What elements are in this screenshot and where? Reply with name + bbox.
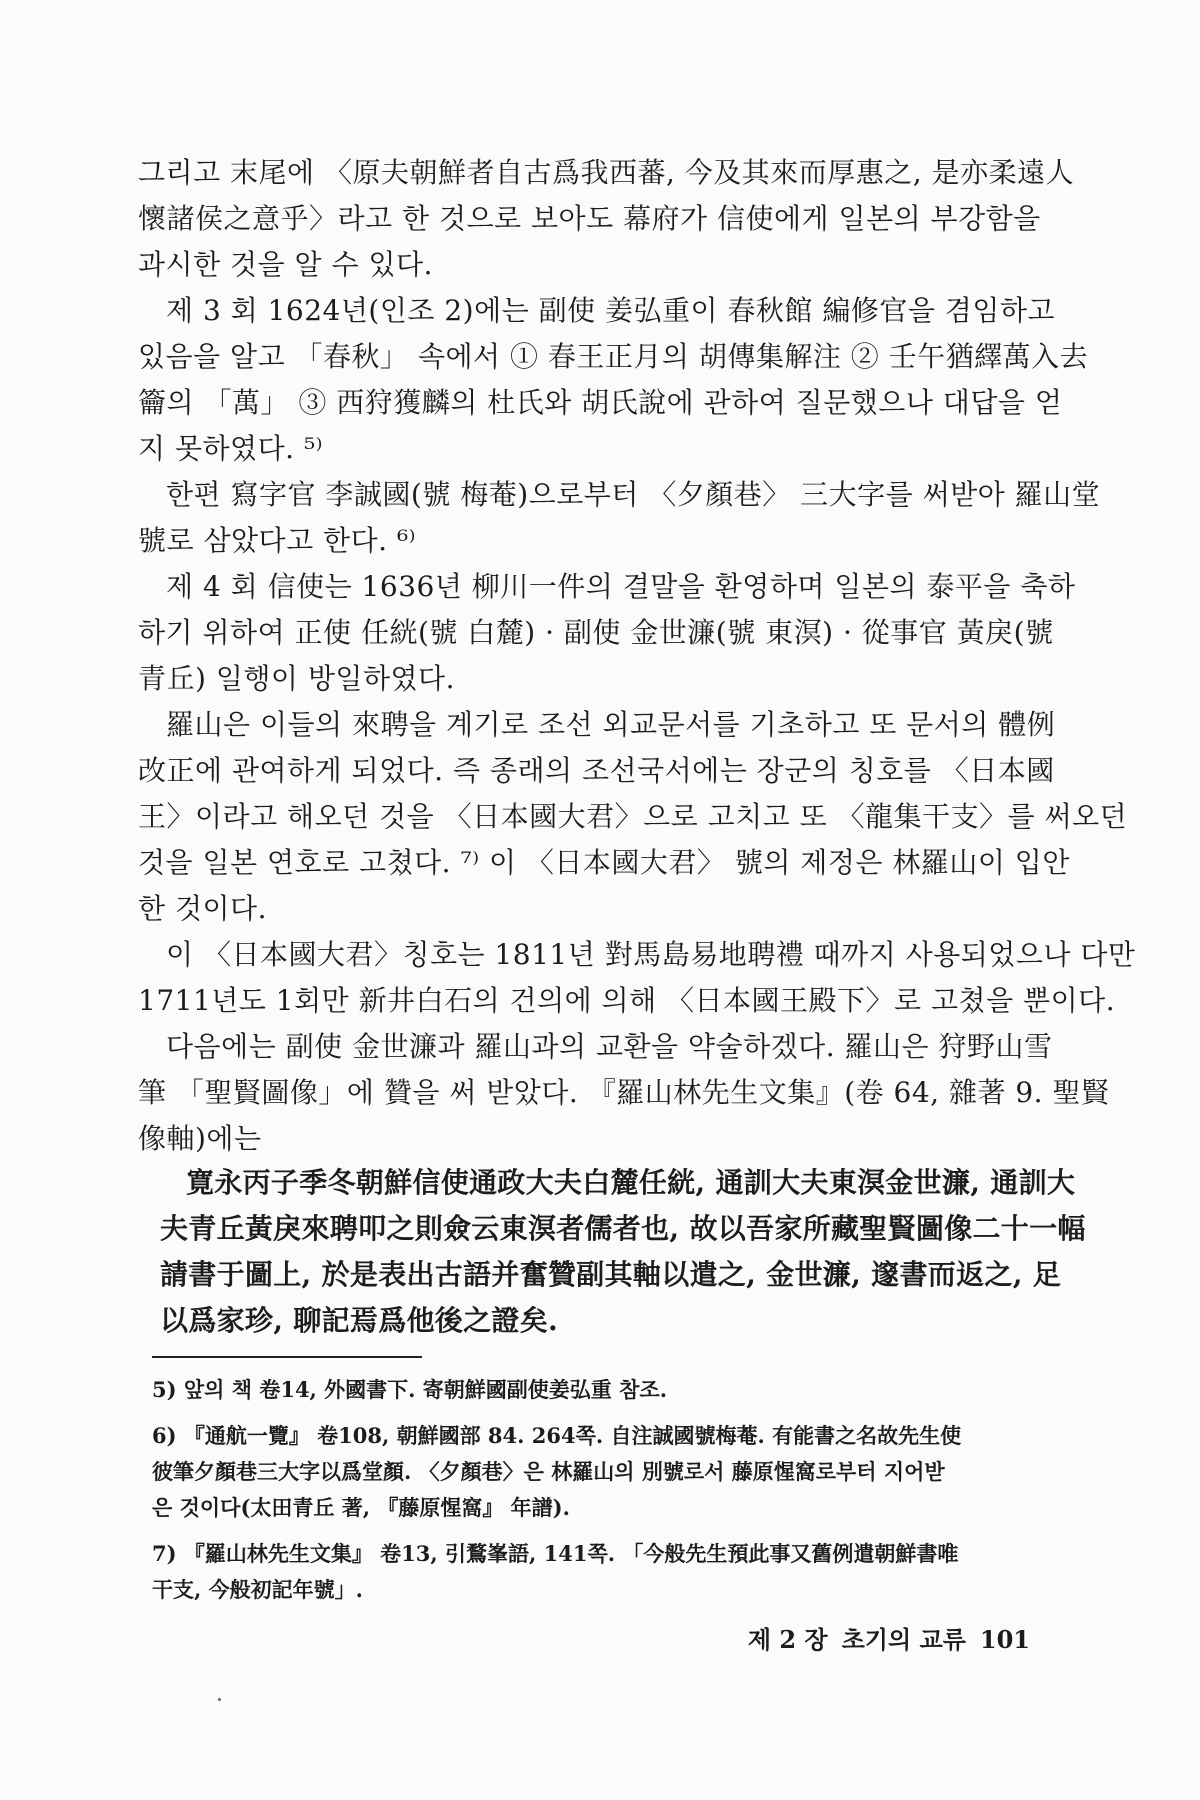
chapter-label: 제 2 장 — [747, 1625, 828, 1654]
footnote-7 — [152, 1536, 1072, 1608]
text-line: 것을 일본 연호로 고쳤다. ⁷⁾ 이 〈日本國大君〉 號의 제정은 林羅山이 입안 — [138, 846, 1070, 879]
text-line: 그리고 末尾에 〈原夫朝鮮者自古爲我西蕃, 今及其來而厚惠之, 是亦柔遠人 — [138, 156, 1075, 189]
text-line: 懷諸侯之意乎〉라고 한 것으로 보아도 幕府가 信使에게 일본의 부강함을 — [138, 202, 1041, 235]
paragraph — [138, 150, 1075, 288]
scan-speck — [218, 1698, 221, 1701]
footnotes — [152, 1372, 1072, 1608]
footnote-line: 5) 앞의 책 卷14, 外國書下. 寄朝鮮國副使姜弘重 참조. — [152, 1377, 667, 1402]
text-line: 像軸)에는 — [138, 1122, 262, 1155]
paragraph — [138, 1024, 1110, 1162]
text-line: 제 4 회 信使는 1636년 柳川一件의 결말을 환영하며 일본의 泰平을 축하 — [166, 570, 1076, 603]
chapter-title: 초기의 교류 — [841, 1625, 966, 1654]
quote-line: 寛永丙子季冬朝鮮信使通政大夫白麓任絖, 通訓大夫東溟金世濂, 通訓大 — [186, 1166, 1076, 1199]
quote-line: 以爲家珍, 聊記焉爲他後之證矣. — [160, 1304, 559, 1337]
footnote-5 — [152, 1372, 1072, 1408]
text-line: 王〉이라고 해오던 것을 〈日本國大君〉으로 고치고 또 〈龍集干支〉를 써오던 — [138, 800, 1128, 833]
paragraph — [138, 564, 1076, 702]
page-number: 101 — [979, 1625, 1030, 1654]
text-line: 하기 위하여 正使 任絖(號 白麓) · 副使 金世濂(號 東溟) · 從事官 黃戾(號 — [138, 616, 1054, 649]
text-line: 지 못하였다. ⁵⁾ — [138, 432, 324, 465]
footnote-divider — [152, 1356, 422, 1358]
footnote-line: 干支, 今般初記年號」. — [152, 1577, 363, 1602]
footnote-line: 7) 『羅山林先生文集』 卷13, 引鶩峯語, 141쪽. 「今般先生預此事又舊例遣朝鮮書唯 — [152, 1541, 959, 1566]
quote-line: 請書于圖上, 於是表出古語并奮贊副其軸以遣之, 金世濂, 邃書而返之, 足 — [160, 1258, 1062, 1291]
text-line: 號로 삼았다고 한다. ⁶⁾ — [138, 524, 417, 557]
text-line: 改正에 관여하게 되었다. 즉 종래의 조선국서에는 장군의 칭호를 〈日本國 — [138, 754, 1055, 787]
running-footer — [734, 1620, 1030, 1655]
footnote-line: 6) 『通航一覽』 卷108, 朝鮮國部 84. 264쪽. 自注誠國號梅菴. 有能書之名故先生使 — [152, 1423, 962, 1448]
paragraph — [138, 288, 1089, 472]
text-line: 있음을 알고 「春秋」 속에서 ① 春王正月의 胡傳集解注 ② 壬午猶繹萬入去 — [138, 340, 1089, 373]
text-line: 제 3 회 1624년(인조 2)에는 副使 姜弘重이 春秋館 編修官을 겸임하고 — [166, 294, 1055, 327]
text-line: 1711년도 1회만 新井白石의 건의에 의해 〈日本國王殿下〉로 고쳤을 뿐이다. — [138, 984, 1116, 1017]
quote-line: 夫青丘黃戾來聘叩之則僉云東溟者儒者也, 故以吾家所藏聖賢圖像二十一幅 — [160, 1212, 1086, 1245]
text-line: 다음에는 副使 金世濂과 羅山과의 교환을 약술하겠다. 羅山은 狩野山雪 — [166, 1030, 1053, 1063]
text-line: 羅山은 이들의 來聘을 계기로 조선 외교문서를 기초하고 또 문서의 體例 — [166, 708, 1056, 741]
footnote-line: 은 것이다(太田青丘 著, 『藤原惺窩』 年譜). — [152, 1495, 570, 1520]
paragraph — [138, 472, 1101, 564]
text-line: 한편 寫字官 李誠國(號 梅菴)으로부터 〈夕顏巷〉 三大字를 써받아 羅山堂 — [166, 478, 1101, 511]
text-line: 青丘) 일행이 방일하였다. — [138, 662, 456, 695]
text-line: 筆 「聖賢圖像」에 贊을 써 받았다. 『羅山林先生文集』(卷 64, 雜著 9. 聖賢 — [138, 1076, 1110, 1109]
text-line: 과시한 것을 알 수 있다. — [138, 248, 433, 281]
text-line: 한 것이다. — [138, 892, 267, 925]
block-quote — [160, 1160, 1086, 1344]
text-line: 이 〈日本國大君〉칭호는 1811년 對馬島易地聘禮 때까지 사용되었으나 다만 — [166, 938, 1136, 971]
footnote-line: 彼筆夕顏巷三大字以爲堂顏. 〈夕顏巷〉은 林羅山의 別號로서 藤原惺窩로부터 지어받 — [152, 1459, 945, 1484]
footnote-6 — [152, 1418, 1072, 1526]
text-line: 籥의 「萬」 ③ 西狩獲麟의 杜氏와 胡氏說에 관하여 질문했으나 대답을 얻 — [138, 386, 1063, 419]
main-text — [138, 150, 1136, 1162]
paragraph — [138, 932, 1136, 1024]
paragraph — [138, 702, 1128, 932]
